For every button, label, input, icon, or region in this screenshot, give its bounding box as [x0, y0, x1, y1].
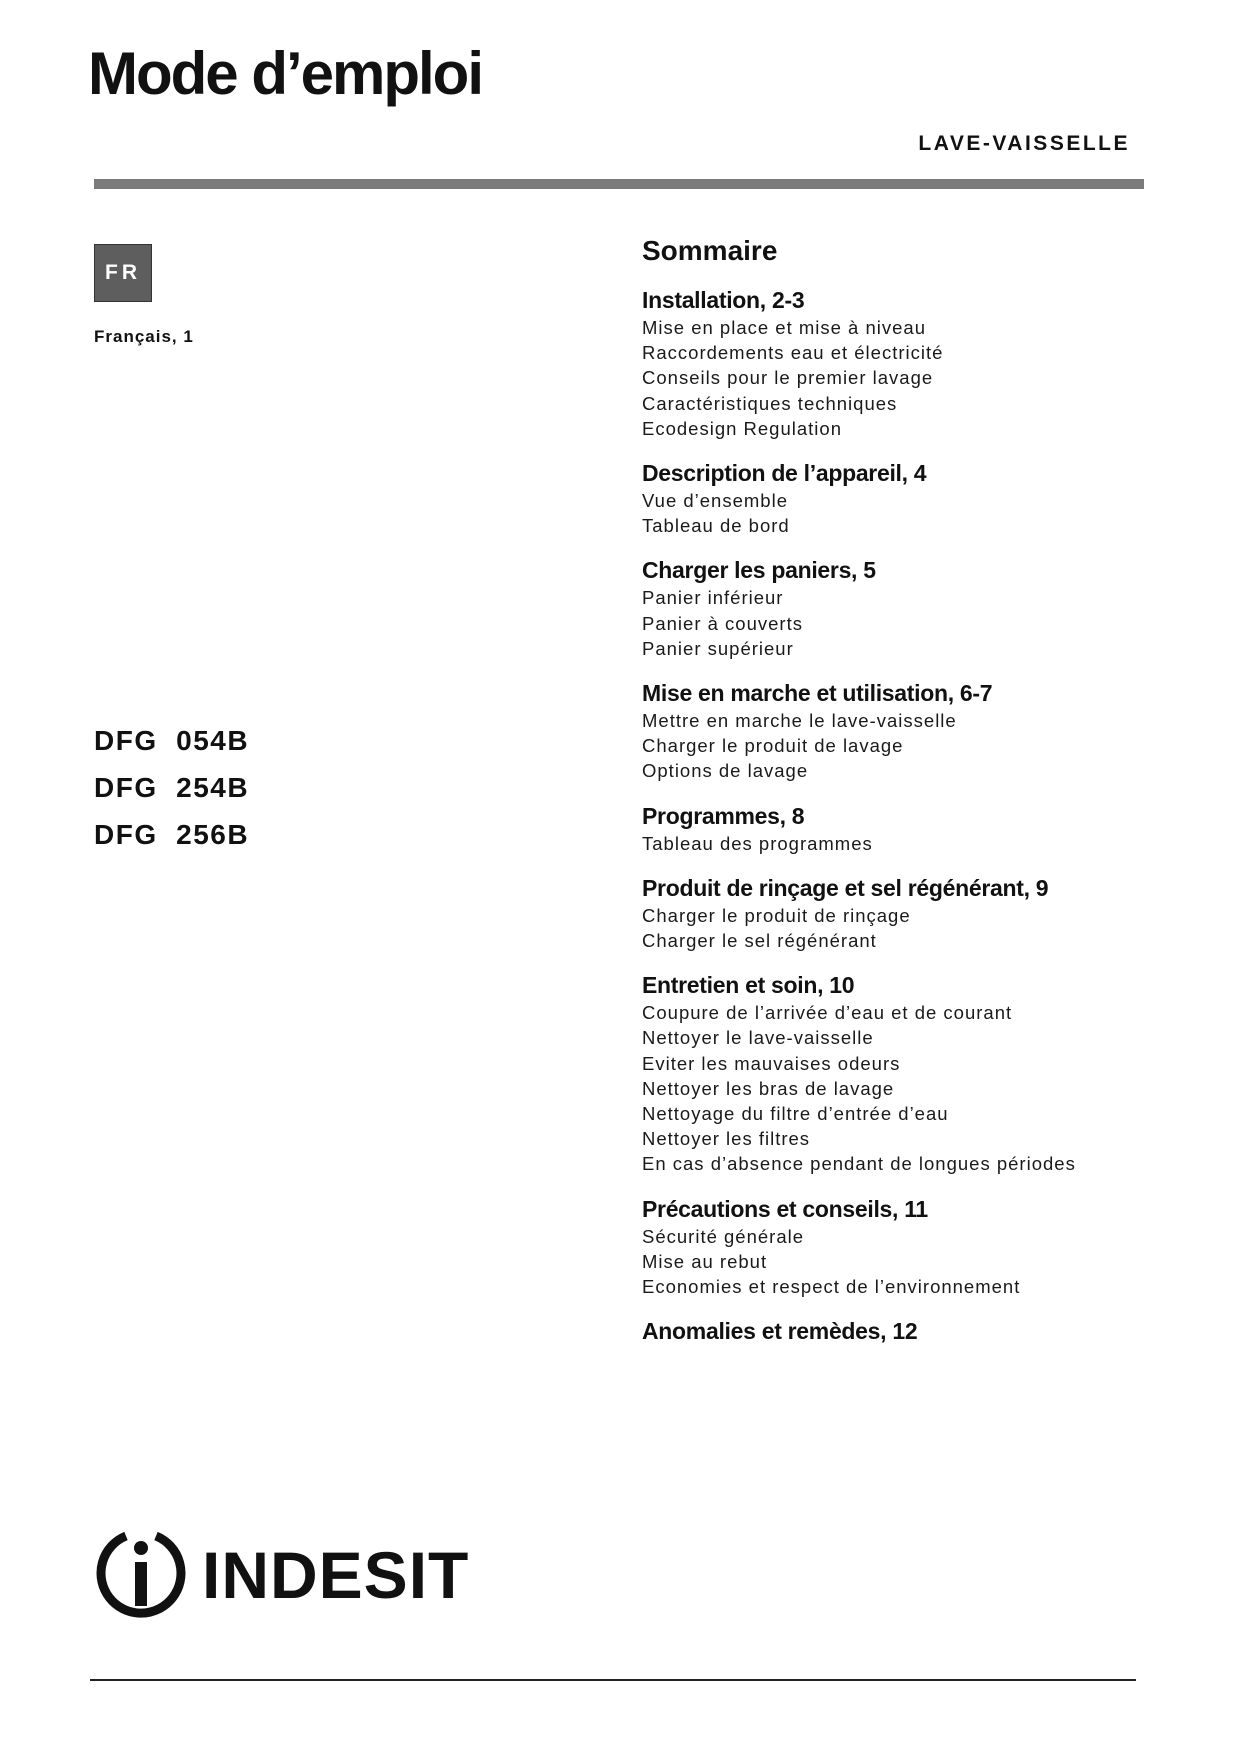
toc-section-item: Nettoyer les bras de lavage: [642, 1077, 895, 1099]
toc-section: [642, 1195, 1202, 1300]
model-number: DFG 054B: [94, 725, 250, 756]
table-of-contents: [642, 233, 1202, 1364]
header-divider: [94, 179, 1144, 189]
toc-section-item: Nettoyage du filtre d’entrée d’eau: [642, 1103, 949, 1125]
toc-section-item: Panier à couverts: [642, 612, 803, 634]
brand-logo: [94, 1528, 469, 1622]
toc-section-item: Mise au rebut: [642, 1250, 768, 1272]
toc-section-item: Panier inférieur: [642, 587, 784, 609]
toc-section-heading: Précautions et conseils, 11: [642, 1195, 928, 1222]
toc-section-heading: Charger les paniers, 5: [642, 557, 876, 584]
toc-section-heading: Anomalies et remèdes, 12: [642, 1318, 918, 1345]
model-number: DFG 256B: [94, 819, 250, 850]
toc-section-item: Charger le produit de lavage: [642, 735, 904, 757]
toc-section-item: Nettoyer les filtres: [642, 1128, 811, 1150]
toc-section: [642, 679, 1202, 784]
toc-section-heading: Description de l’appareil, 4: [642, 460, 927, 487]
toc-section-item: Nettoyer le lave-vaisselle: [642, 1027, 874, 1049]
footer-divider: [90, 1679, 1136, 1681]
toc-section-item: Charger le produit de rinçage: [642, 904, 911, 926]
model-list: [94, 717, 249, 858]
toc-section-item: Ecodesign Regulation: [642, 417, 842, 439]
toc-section: [642, 1317, 1202, 1346]
indesit-i-circle-icon: [94, 1528, 188, 1622]
language-badge: FR: [94, 244, 152, 302]
toc-title: Sommaire: [642, 235, 778, 266]
toc-section-item: Mise en place et mise à niveau: [642, 317, 926, 338]
toc-section-item: Charger le sel régénérant: [642, 930, 877, 952]
toc-section-item: Raccordements eau et électricité: [642, 342, 944, 364]
toc-section-item: Mettre en marche le lave-vaisselle: [642, 710, 957, 732]
page-title: Mode d’emploi: [88, 40, 482, 107]
brand-name: INDESIT: [202, 1538, 470, 1612]
model-number: DFG 254B: [94, 772, 250, 803]
toc-section-item: Eviter les mauvaises odeurs: [642, 1052, 901, 1074]
toc-section-item: Coupure de l’arrivée d’eau et de courant: [642, 1002, 1013, 1024]
toc-section-heading: Produit de rinçage et sel régénérant, 9: [642, 874, 1049, 901]
toc-section-heading: Entretien et soin, 10: [642, 972, 855, 999]
toc-section-item: Panier supérieur: [642, 637, 794, 659]
toc-section-heading: Mise en marche et utilisation, 6-7: [642, 680, 993, 707]
toc-section: [642, 874, 1202, 953]
toc-section-item: Caractéristiques techniques: [642, 392, 898, 414]
toc-section: [642, 286, 1202, 441]
toc-section-item: Conseils pour le premier lavage: [642, 367, 934, 389]
toc-section-item: En cas d’absence pendant de longues périodes: [642, 1153, 1076, 1175]
toc-section-item: Vue d’ensemble: [642, 490, 788, 512]
toc-section-item: Options de lavage: [642, 760, 809, 782]
toc-section: [642, 459, 1202, 538]
toc-section: [642, 971, 1202, 1176]
product-category: LAVE-VAISSELLE: [918, 132, 1130, 155]
toc-section-item: Tableau des programmes: [642, 832, 873, 854]
toc-sections: [642, 286, 1202, 1346]
toc-section: [642, 802, 1202, 856]
toc-section-item: Tableau de bord: [642, 515, 790, 537]
toc-section-heading: Installation, 2-3: [642, 287, 805, 313]
toc-section-item: Sécurité générale: [642, 1225, 805, 1247]
toc-section-heading: Programmes, 8: [642, 802, 805, 829]
toc-section-item: Economies et respect de l’environnement: [642, 1276, 1021, 1298]
toc-section: [642, 556, 1202, 661]
language-index: Français, 1: [94, 327, 194, 346]
